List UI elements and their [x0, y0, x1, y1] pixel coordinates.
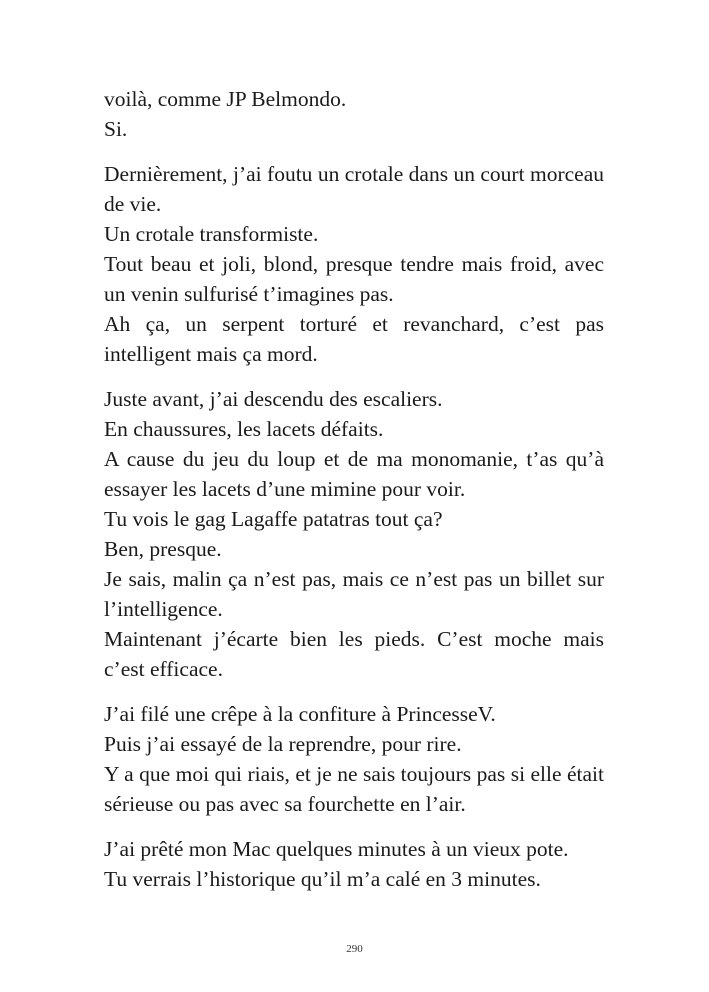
text-line: Si. [104, 117, 128, 141]
text-line: Ah ça, un serpent torturé et revanchard, c’est pas intelligent mais ça mord. [104, 312, 604, 366]
text-line: Ben, presque. [104, 537, 222, 561]
paragraph [104, 699, 604, 819]
text-line: Tu verrais l’historique qu’il m’a calé en 3 minutes. [104, 867, 541, 891]
text-line: J’ai filé une crêpe à la confiture à PrincesseV. [104, 702, 496, 726]
paragraph [104, 384, 604, 684]
paragraph [104, 834, 604, 894]
text-line: voilà, comme JP Belmondo. [104, 87, 347, 111]
text-line: A cause du jeu du loup et de ma monomanie, t’as qu’à essayer les lacets d’une mimine pour voir. [104, 447, 604, 501]
paragraph [104, 159, 604, 369]
text-line: Tout beau et joli, blond, presque tendre mais froid, avec un venin sulfurisé t’imagines pas. [104, 252, 604, 306]
text-line: Je sais, malin ça n’est pas, mais ce n’est pas un billet sur l’intelligence. [104, 567, 604, 621]
page-number: 290 [346, 943, 363, 955]
text-line: Un crotale transformiste. [104, 222, 319, 246]
text-line: Puis j’ai essayé de la reprendre, pour rire. [104, 732, 462, 756]
paragraph [104, 84, 604, 144]
text-line: Tu vois le gag Lagaffe patatras tout ça? [104, 507, 443, 531]
text-line: Juste avant, j’ai descendu des escaliers. [104, 387, 443, 411]
body-text [104, 84, 604, 909]
text-line: Maintenant j’écarte bien les pieds. C’est moche mais c’est efficace. [104, 627, 604, 681]
text-line: J’ai prêté mon Mac quelques minutes à un vieux pote. [104, 837, 569, 861]
text-line: Dernièrement, j’ai foutu un crotale dans un court morceau de vie. [104, 162, 604, 216]
text-line: Y a que moi qui riais, et je ne sais toujours pas si elle était sérieuse ou pas avec sa fourchette en l’air. [104, 762, 604, 816]
text-line: En chaussures, les lacets défaits. [104, 417, 384, 441]
